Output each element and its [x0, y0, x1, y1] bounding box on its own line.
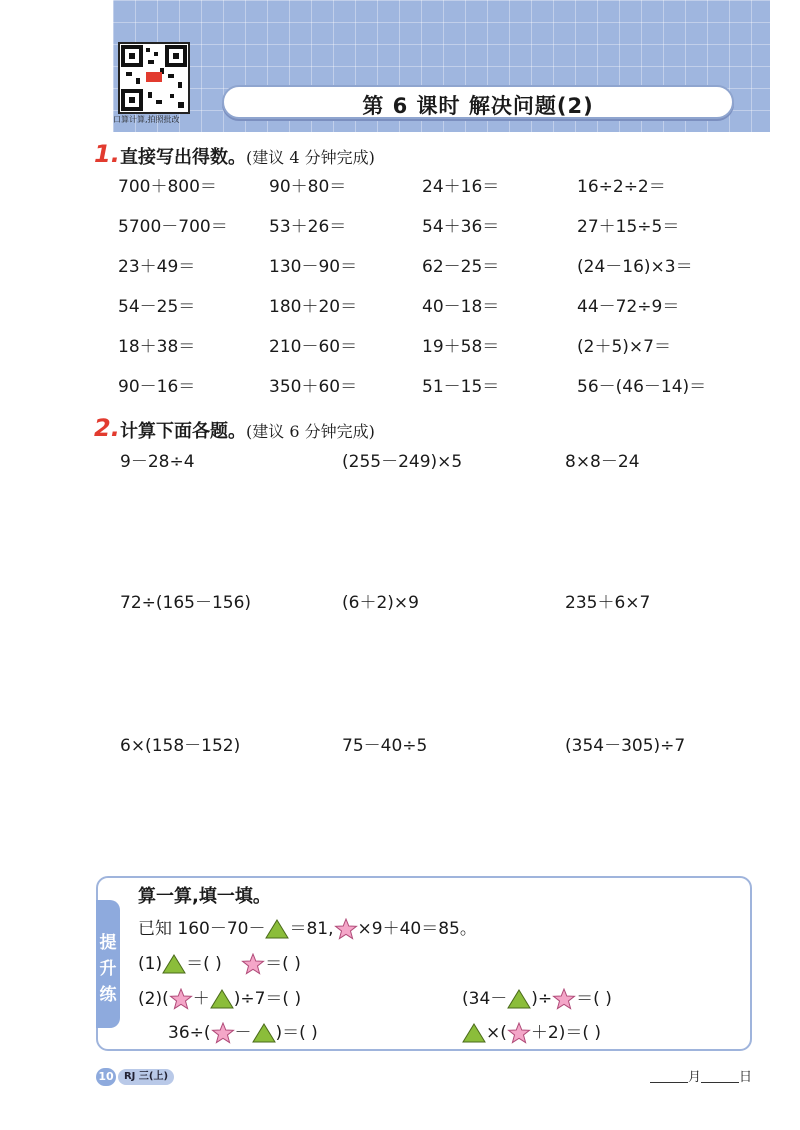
q1-label: (1)	[138, 954, 163, 974]
calc-problem: (354－305)÷7	[565, 736, 686, 756]
month-blank[interactable]	[650, 1070, 688, 1083]
question-2d	[462, 1018, 601, 1044]
calc-problem: 9－28÷4	[120, 452, 195, 472]
q2c-prefix: 36÷(	[168, 1023, 211, 1043]
question-1	[138, 949, 301, 975]
question-2a	[138, 984, 301, 1010]
given-suffix: ×9＋40＝85。	[357, 919, 477, 939]
star-icon	[169, 988, 193, 1010]
oral-calc-item: 700＋800＝	[118, 177, 217, 197]
calc-problem: 8×8－24	[565, 452, 640, 472]
extension-title: 算一算,填一填。	[138, 886, 271, 907]
oral-calc-item: 350＋60＝	[269, 377, 358, 397]
minus-sign: －	[234, 1023, 252, 1043]
triangle-icon	[210, 988, 234, 1010]
q2b-answer: ＝( )	[576, 989, 612, 1009]
edition-tag: RJ 三(上)	[118, 1069, 174, 1085]
calc-problem: 75－40÷5	[342, 736, 428, 756]
tab-char: 升	[99, 959, 117, 979]
star-icon	[211, 1022, 235, 1044]
oral-calc-item: 90－16＝	[118, 377, 196, 397]
plus-sign: ＋	[192, 989, 210, 1009]
question-2c	[168, 1018, 318, 1044]
star-icon	[241, 953, 265, 975]
q2c-answer: )＝( )	[275, 1023, 318, 1043]
oral-calc-item: 54－25＝	[118, 297, 196, 317]
oral-calc-item: 210－60＝	[269, 337, 358, 357]
triangle-icon	[265, 918, 289, 940]
tab-char: 提	[99, 933, 117, 953]
qr-caption: 口算计算,拍照批改	[113, 115, 180, 124]
q1-star-answer: ＝( )	[265, 954, 301, 974]
calc-problem: 235＋6×7	[565, 593, 651, 613]
month-label: 月	[688, 1070, 702, 1085]
calc-problem: (6＋2)×9	[342, 593, 419, 613]
calc-problem: 72÷(165－156)	[120, 593, 252, 613]
q2a-answer: )÷7＝( )	[233, 989, 302, 1009]
q2b-mid: )÷	[531, 989, 553, 1009]
given-prefix: 已知 160－70－	[138, 919, 266, 939]
question-2b	[462, 984, 612, 1010]
section2-title	[120, 417, 375, 443]
oral-calc-item: 40－18＝	[422, 297, 500, 317]
lesson-title-bar	[222, 85, 734, 119]
triangle-icon	[162, 953, 186, 975]
day-label: 日	[739, 1070, 753, 1085]
oral-calc-item: 180＋20＝	[269, 297, 358, 317]
oral-calc-item: (2＋5)×7＝	[577, 337, 671, 357]
oral-calc-item: 16÷2÷2＝	[577, 177, 666, 197]
calc-problem: (255－249)×5	[342, 452, 463, 472]
day-blank[interactable]	[701, 1070, 739, 1083]
section1-hint: (建议 4 分钟完成)	[246, 148, 375, 167]
oral-calc-item: 90＋80＝	[269, 177, 347, 197]
given-mid: ＝81,	[289, 919, 334, 939]
section1-title	[120, 143, 375, 169]
oral-calc-item: 53＋26＝	[269, 217, 347, 237]
oral-calc-item: 51－15＝	[422, 377, 500, 397]
lesson-title: 第 6 课时 解决问题(2)	[362, 94, 594, 118]
oral-calc-item: 23＋49＝	[118, 257, 196, 277]
oral-calc-item: 56－(46－14)＝	[577, 377, 707, 397]
oral-calc-item: 62－25＝	[422, 257, 500, 277]
triangle-icon	[252, 1022, 276, 1044]
calc-problem: 6×(158－152)	[120, 736, 241, 756]
q2-label: (2)(	[138, 989, 169, 1009]
star-icon	[552, 988, 576, 1010]
oral-calc-item: 27＋15÷5＝	[577, 217, 680, 237]
star-icon	[334, 918, 358, 940]
oral-calc-item: 18＋38＝	[118, 337, 196, 357]
star-icon	[507, 1022, 531, 1044]
date-line	[650, 1066, 752, 1085]
oral-calc-item: 5700－700＝	[118, 217, 228, 237]
oral-calc-item: 130－90＝	[269, 257, 358, 277]
qr-code	[118, 42, 190, 114]
given-line	[138, 914, 477, 940]
triangle-icon	[462, 1022, 486, 1044]
times-sign: ×(	[486, 1023, 507, 1043]
q1-triangle-answer: ＝( )	[186, 954, 222, 974]
section1-title-text: 直接写出得数。	[120, 147, 246, 168]
triangle-icon	[507, 988, 531, 1010]
extension-tab	[96, 900, 120, 1028]
page-number: 10	[96, 1068, 116, 1086]
oral-calc-item: (24－16)×3＝	[577, 257, 693, 277]
section1-number: 1.	[94, 140, 120, 168]
oral-calc-item: 19＋58＝	[422, 337, 500, 357]
oral-calc-item: 44－72÷9＝	[577, 297, 680, 317]
section2-number: 2.	[94, 414, 120, 442]
tab-char: 练	[99, 985, 117, 1005]
oral-calc-item: 54＋36＝	[422, 217, 500, 237]
section2-title-text: 计算下面各题。	[120, 421, 246, 442]
q2d-answer: ＋2)＝( )	[530, 1023, 602, 1043]
oral-calc-item: 24＋16＝	[422, 177, 500, 197]
section2-hint: (建议 6 分钟完成)	[246, 422, 375, 441]
q2b-prefix: (34－	[462, 989, 508, 1009]
